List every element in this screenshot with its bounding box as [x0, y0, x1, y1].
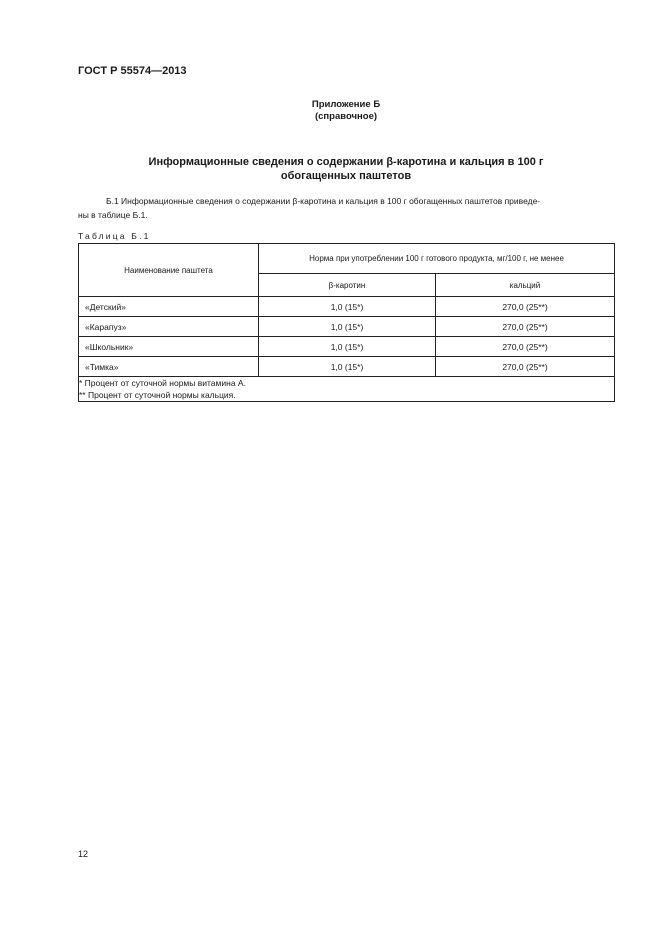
column-header-carotene: β-каротин: [259, 274, 436, 297]
carotene-value: 1,0 (15*): [259, 317, 436, 337]
pate-name: «Детский»: [79, 297, 259, 317]
calcium-value: 270,0 (25**): [436, 317, 615, 337]
footnote-calcium: ** Процент от суточной нормы кальция.: [79, 390, 236, 400]
table-row: [79, 317, 615, 337]
carotene-value: 1,0 (15*): [259, 337, 436, 357]
table-row: [79, 337, 615, 357]
pate-name: «Карапуз»: [79, 317, 259, 337]
table-row: [79, 297, 615, 317]
pate-name: «Тимка»: [79, 357, 259, 377]
document-id: ГОСТ Р 55574—2013: [78, 65, 187, 77]
footnote-vitamin-a: * Процент от суточной нормы витамина А.: [79, 378, 246, 388]
heading-line-1: Информационные сведения о содержании β-каротина и кальция в 100 г: [148, 156, 544, 168]
column-header-norm: Норма при употреблении 100 г готового продукта, мг/100 г, не менее: [259, 244, 615, 274]
annex-title: Приложение Б: [311, 99, 381, 110]
page-number: 12: [78, 849, 89, 859]
paragraph-line-1: Б.1 Информационные сведения о содержании β-каротина и кальция в 100 г обогащенных паштетов приведе-: [106, 196, 541, 206]
carotene-value: 1,0 (15*): [259, 357, 436, 377]
body-paragraph: [78, 194, 614, 222]
data-table: [78, 243, 615, 402]
paragraph-line-2: ны в таблице Б.1.: [78, 210, 148, 220]
annex-subtitle: (справочное): [314, 111, 378, 122]
column-header-calcium: кальций: [436, 274, 615, 297]
section-heading: [78, 155, 614, 183]
calcium-value: 270,0 (25**): [436, 357, 615, 377]
carotene-value: 1,0 (15*): [259, 297, 436, 317]
calcium-value: 270,0 (25**): [436, 297, 615, 317]
table-caption: Таблица Б.1: [78, 231, 151, 241]
heading-line-2: обогащенных паштетов: [280, 170, 412, 182]
calcium-value: 270,0 (25**): [436, 337, 615, 357]
annex-block: [0, 99, 661, 123]
column-header-name: Наименование паштета: [79, 244, 259, 297]
table-notes: [79, 377, 615, 402]
pate-name: «Школьник»: [79, 337, 259, 357]
table-row: [79, 357, 615, 377]
